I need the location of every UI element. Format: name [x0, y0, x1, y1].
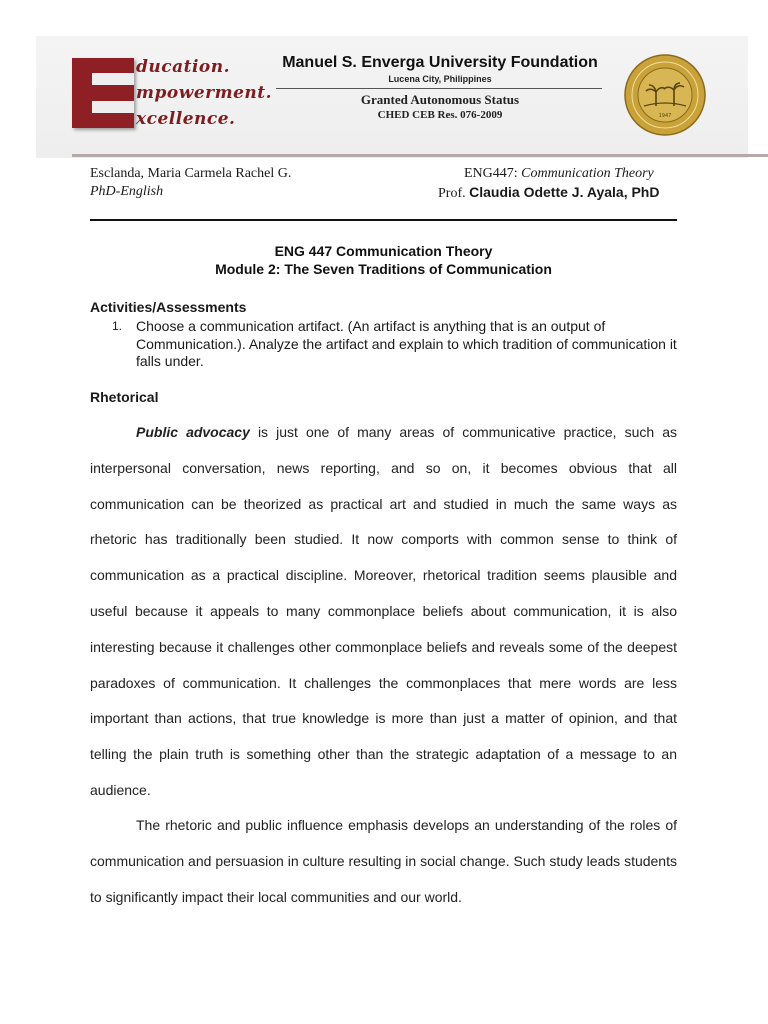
- autonomous-status: Granted Autonomous Status: [360, 92, 520, 107]
- module-title: Module 2: The Seven Traditions of Communication: [215, 261, 552, 277]
- letter-e-logo: [72, 58, 134, 128]
- course-title: Communication Theory: [521, 166, 654, 181]
- motto: [136, 54, 272, 132]
- activities-heading: Activities/Assessments: [90, 299, 247, 315]
- section-heading: Rhetorical: [90, 389, 159, 405]
- course-code: ENG447:: [464, 166, 518, 181]
- seal-year: 1947: [658, 113, 672, 119]
- motto-line-empowerment: mpowerment.: [136, 83, 273, 103]
- paragraph-1-body: is just one of many areas of communicative practice, such as interpersonal conversation, news reporting, and so on, it becomes obvious that all communication can be theorized as practical art and studied in much the same ways as rhetoric has traditionally been studied. It now comports with common sense to think of communication as a practical discipline. Moreover, rhetorical tradition seems plausible and useful because it appeals to many commonplace beliefs about communication, it is also interesting because it challenges other commonplace beliefs and reveals some of the deepest paradoxes of communication. It challenges the commonplaces that mere words are less important than actions, that true knowledge is more than just a matter of opinion, and that telling the plain truth is something other than the strategic adaptation of a message to an audience.: [90, 424, 678, 798]
- letterhead: [36, 36, 748, 158]
- professor-name: Claudia Odette J. Ayala, PhD: [469, 184, 660, 200]
- letterhead-bottom-rule: [72, 154, 768, 157]
- course-line: [464, 166, 654, 182]
- professor-prefix: Prof.: [438, 186, 466, 201]
- letterhead-rule: [276, 88, 602, 89]
- document-title: ENG 447 Communication Theory: [274, 243, 493, 259]
- header-divider: [90, 219, 677, 221]
- university-name: Manuel S. Enverga University Foundation: [282, 54, 598, 71]
- author-degree: PhD-English: [90, 184, 164, 199]
- motto-line-education: ducation.: [136, 57, 231, 77]
- ched-resolution: CHED CEB Res. 076-2009: [377, 109, 503, 121]
- motto-line-excellence: xcellence.: [136, 109, 236, 129]
- list-item-text: Choose a communication artifact. (An artifact is anything that is an output of Communication.). Analyze the artifact and explain to which tradition of communication it falls under.: [136, 318, 677, 369]
- university-seal-icon: [624, 54, 706, 136]
- professor-line: [438, 184, 659, 202]
- paragraph-2: The rhetoric and public influence emphasis develops an understanding of the roles of communication and persuasion in culture resulting in social change. Such study leads students to significantly impact their local communities and our world.: [90, 817, 677, 905]
- author-name: Esclanda, Maria Carmela Rachel G.: [90, 166, 292, 181]
- paragraph-1-lead: Public advocacy: [136, 424, 250, 440]
- paragraph-1: [90, 415, 677, 809]
- list-item-number: 1.: [112, 319, 123, 333]
- university-city: Lucena City, Philippines: [388, 74, 492, 84]
